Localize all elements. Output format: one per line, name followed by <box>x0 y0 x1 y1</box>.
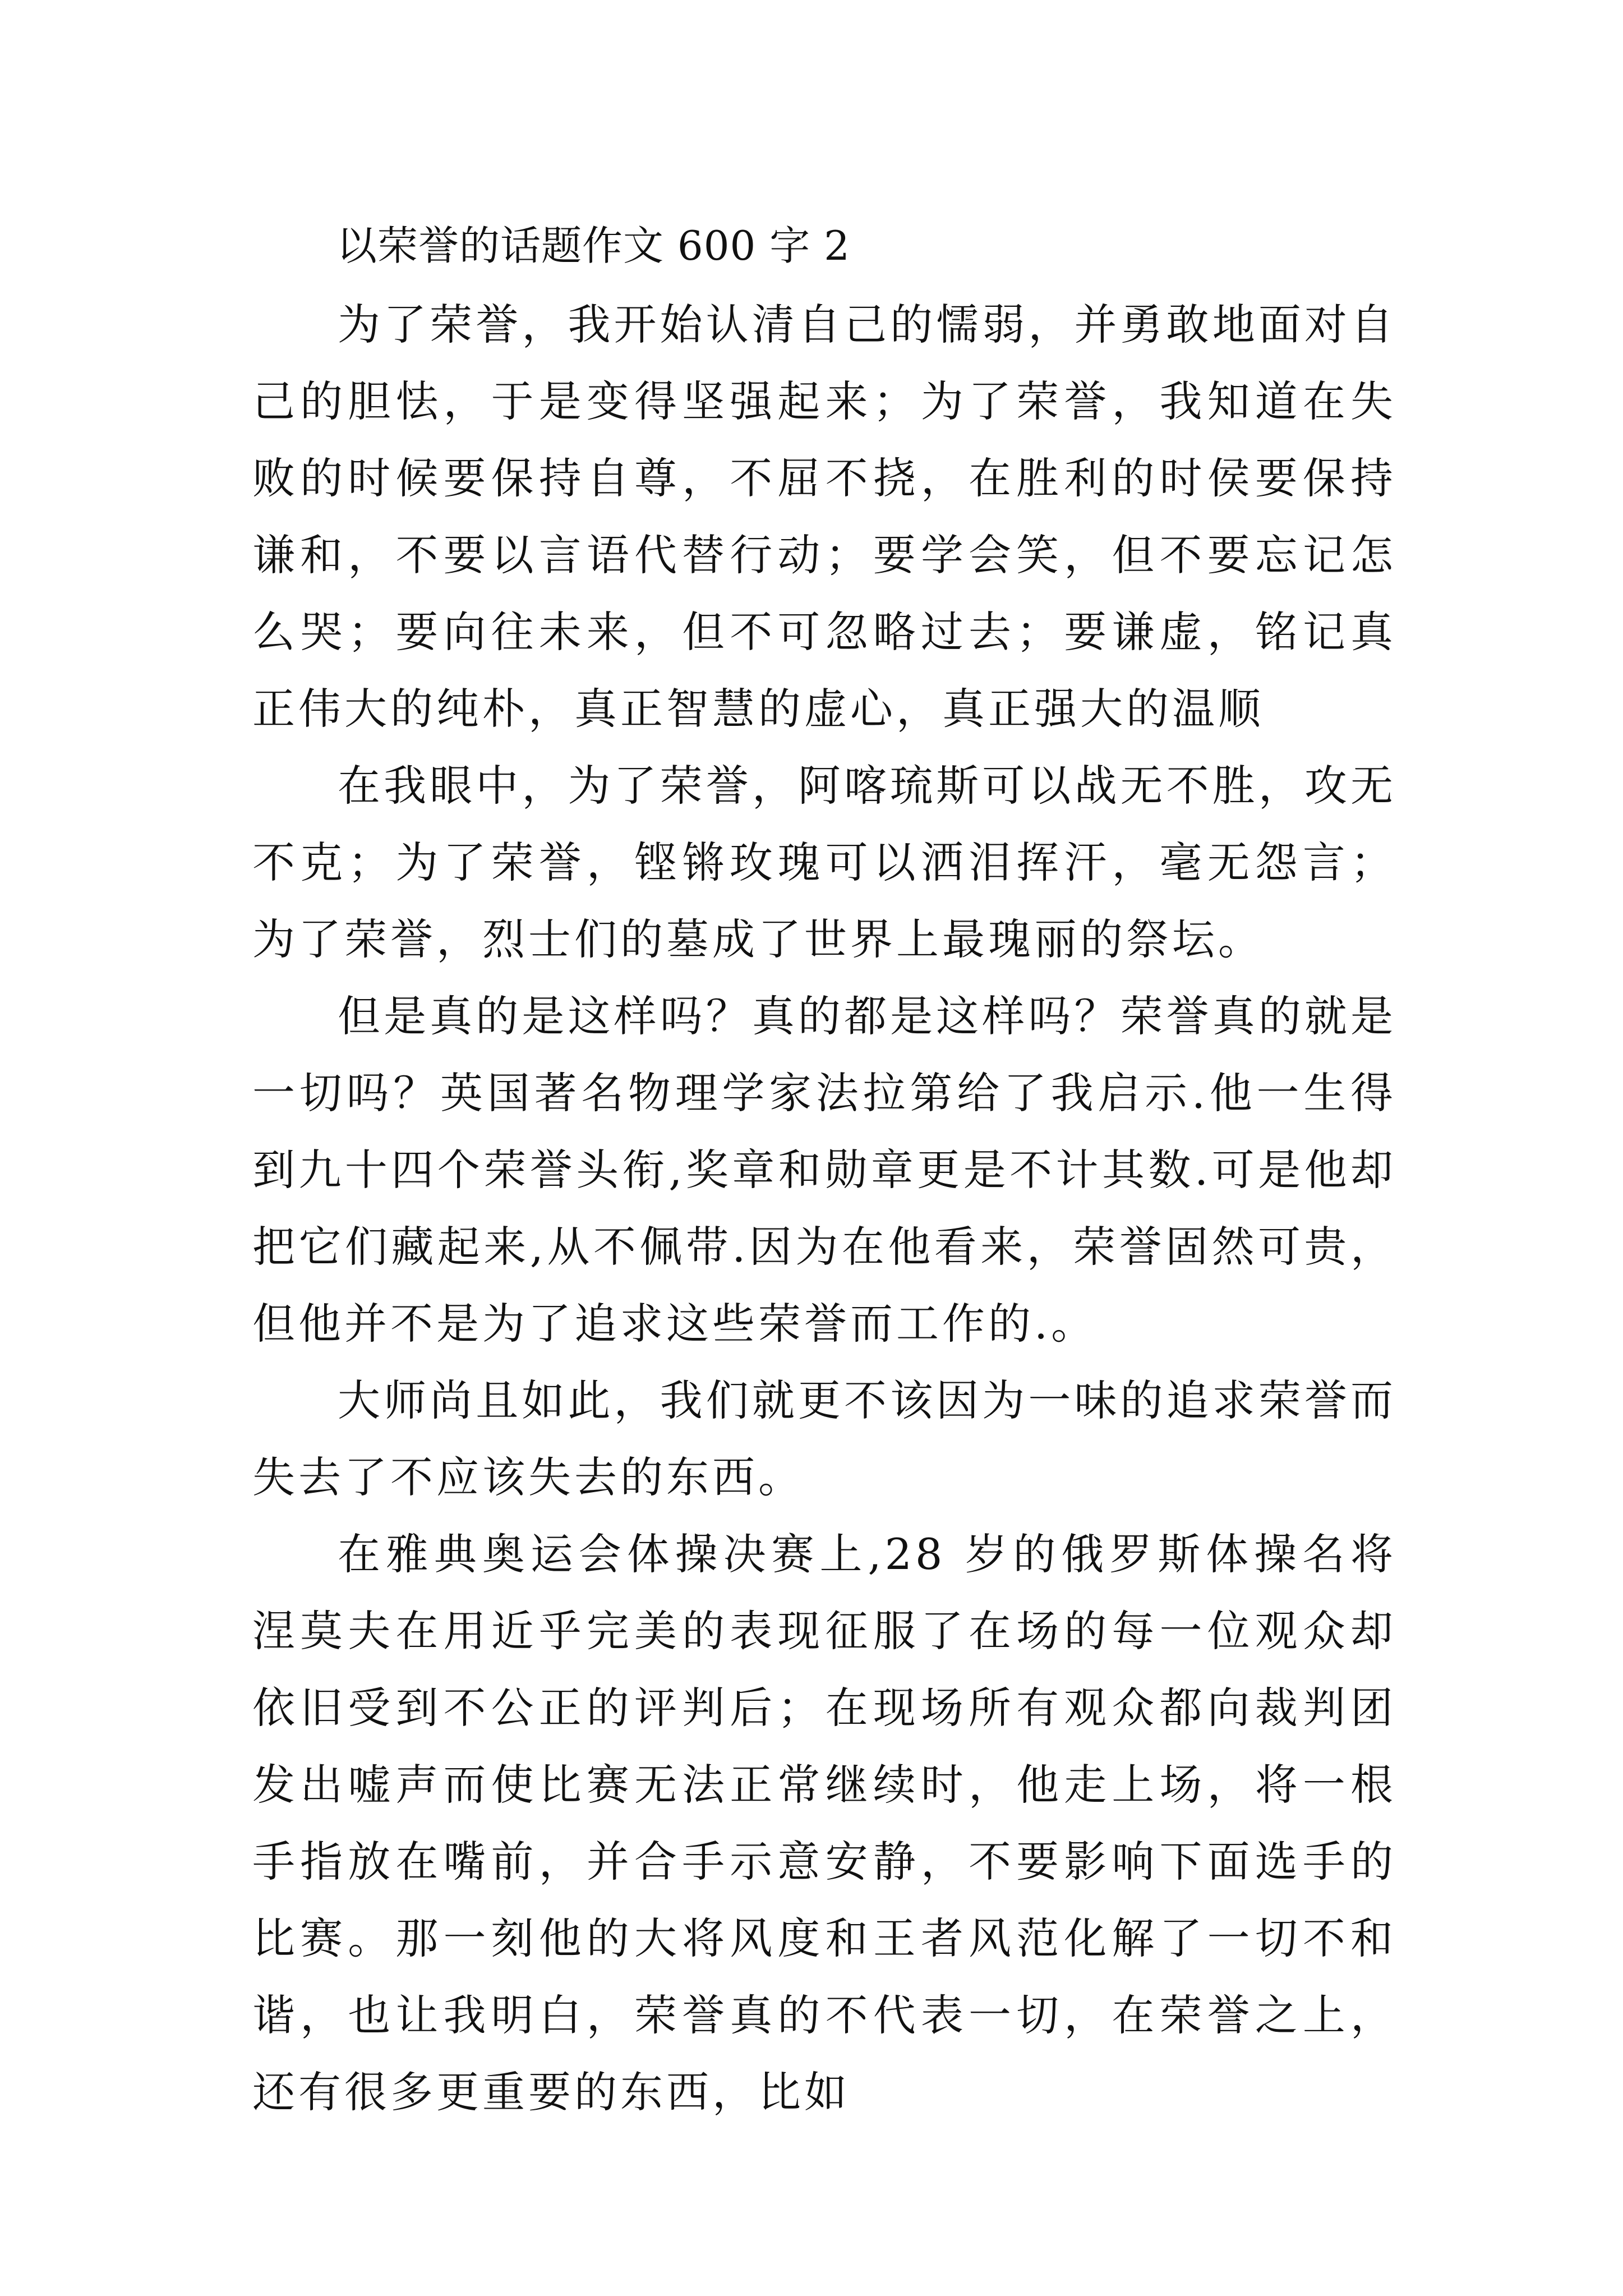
paragraph-5: 在雅典奥运会体操决赛上,28 岁的俄罗斯体操名将涅莫夫在用近乎完美的表现征服了在场的每一位观众却依旧受到不公正的评判后；在现场所有观众都向裁判团发出嘘声而使比赛无法正常继续时，他走上场，将一根手指放在嘴前，并合手示意安静，不要影响下面选手的比赛。那一刻他的大将风度和王者风范化解了一切不和谐，也让我明白，荣誉真的不代表一切，在荣誉之上，还有很多更重要的东西，比如 <box>252 1529 1396 2117</box>
paragraph-1: 为了荣誉，我开始认清自己的懦弱，并勇敢地面对自己的胆怯，于是变得坚强起来；为了荣誉，我知道在失败的时候要保持自尊，不屈不挠，在胜利的时侯要保持谦和，不要以言语代替行动；要学会笑，但不要忘记怎么哭；要向往未来，但不可忽略过去；要谦虚，铭记真正伟大的纯朴，真正智慧的虚心，真正强大的温顺 <box>252 300 1396 734</box>
paragraph-3: 但是真的是这样吗？真的都是这样吗？荣誉真的就是一切吗？英国著名物理学家法拉第给了我启示.他一生得到九十四个荣誉头衔,奖章和勋章更是不计其数.可是他却把它们藏起来,从不佩带.因为在他看来，荣誉固然可贵，但他并不是为了追求这些荣誉而工作的.。 <box>252 991 1396 1349</box>
paragraph-2: 在我眼中，为了荣誉，阿喀琉斯可以战无不胜，攻无不克；为了荣誉，铿锵玫瑰可以洒泪挥汗，毫无怨言；为了荣誉，烈士们的墓成了世界上最瑰丽的祭坛。 <box>252 761 1396 964</box>
paragraph-4: 大师尚且如此，我们就更不该因为一味的追求荣誉而失去了不应该失去的东西。 <box>252 1375 1396 1502</box>
document-body <box>252 208 1396 2131</box>
essay-title: 以荣誉的话题作文 600 字 2 <box>336 222 850 269</box>
